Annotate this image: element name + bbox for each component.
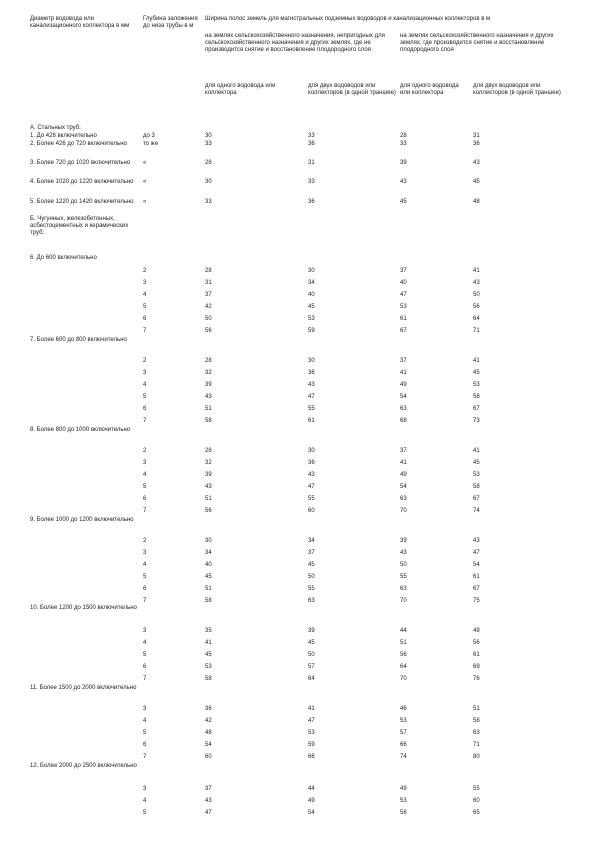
header-agri-land: на землях сельскохозяйственного назначения, непригодных для сельскохозяйственного назначения и других землях, где не производится снятие и восстановление плодородного слоя [205,33,385,53]
row-value: 61 [473,574,480,580]
row-depth: 7 [143,508,147,514]
row-value: 28 [205,448,212,454]
row-value: 39 [205,472,212,478]
row-value: 51 [205,586,212,592]
row-value: 54 [473,562,480,568]
row-value: 36 [308,199,315,205]
row-value: 30 [205,179,212,185]
row-depth: то же [143,141,159,147]
header-two-collectors-2: для двух водоводов или коллекторов (в одной траншее) [473,83,561,96]
row-value: 56 [400,652,407,658]
row-label: 12. Более 2000 до 2500 включительно [30,763,137,769]
row-depth: 3 [143,550,147,556]
row-value: 67 [473,496,480,502]
row-label: А. Стальных труб: [30,125,81,131]
row-value: 40 [400,280,407,286]
row-value: 58 [473,718,480,724]
row-depth: 2 [143,358,147,364]
row-value: 43 [205,394,212,400]
row-value: 37 [308,550,315,556]
row-value: 51 [473,706,480,712]
row-value: 68 [400,418,407,424]
row-value: 40 [205,562,212,568]
row-value: 43 [473,160,480,166]
row-value: 43 [205,484,212,490]
row-label: 9. Более 1000 до 1200 включительно [30,517,134,523]
row-value: 50 [308,652,315,658]
row-label: 5. Более 1220 до 1420 включительно [30,199,134,205]
row-depth: 5 [143,730,147,736]
row-depth: 7 [143,754,147,760]
row-value: 36 [205,706,212,712]
row-value: 74 [473,508,480,514]
row-depth: 3 [143,786,147,792]
row-value: 66 [400,742,407,748]
row-value: 65 [473,810,480,816]
row-value: 63 [400,406,407,412]
row-value: 54 [308,810,315,816]
row-value: 58 [473,484,480,490]
header-two-collectors-1: для двух водоводов или коллекторов (в одной траншее) [308,83,396,96]
row-value: 55 [308,496,315,502]
row-value: 56 [205,508,212,514]
row-value: 28 [205,160,212,166]
row-value: 64 [400,664,407,670]
row-value: 54 [400,394,407,400]
header-depth: Глубина заложения до низа трубы в м [143,16,198,29]
row-depth: 4 [143,562,147,568]
row-value: 37 [400,268,407,274]
row-value: 54 [400,484,407,490]
row-value: 34 [205,550,212,556]
row-value: 55 [473,786,480,792]
row-label: 2. Более 426 до 720 включительно [30,141,127,147]
row-value: 60 [473,798,480,804]
row-value: 30 [308,358,315,364]
row-value: 55 [308,586,315,592]
row-value: 45 [473,370,480,376]
row-value: 48 [205,730,212,736]
row-value: 47 [308,718,315,724]
row-value: 39 [400,538,407,544]
row-value: 55 [400,574,407,580]
row-depth: 7 [143,676,147,682]
row-value: 37 [400,358,407,364]
row-depth: 4 [143,472,147,478]
row-value: 44 [308,786,315,792]
row-value: 30 [205,133,212,139]
row-label: 7. Более 600 до 800 включительно [30,337,127,343]
row-value: 41 [400,370,407,376]
row-value: 49 [473,628,480,634]
header-one-collector-2: для одного водовода или коллектора [400,83,459,96]
row-value: 34 [308,280,315,286]
row-value: 55 [308,406,315,412]
row-value: 58 [473,394,480,400]
row-value: 56 [205,328,212,334]
row-value: 67 [400,328,407,334]
row-value: 58 [205,676,212,682]
row-label: 11. Более 1500 до 2000 включительно [30,685,137,691]
row-value: 51 [205,496,212,502]
row-value: 69 [473,664,480,670]
row-value: 70 [400,598,407,604]
row-value: 53 [308,316,315,322]
row-value: 43 [400,179,407,185]
row-value: 39 [400,160,407,166]
row-value: 41 [473,448,480,454]
row-value: 58 [205,598,212,604]
row-depth: 4 [143,640,147,646]
row-label: 8. Более 800 до 1000 включительно [30,427,131,433]
row-value: 39 [205,382,212,388]
row-value: 47 [308,484,315,490]
row-value: 64 [473,316,480,322]
row-value: 63 [308,598,315,604]
row-value: 70 [400,676,407,682]
row-depth: 2 [143,538,147,544]
row-value: 45 [400,199,407,205]
row-value: 40 [308,292,315,298]
row-depth: « [143,160,147,166]
row-value: 43 [473,280,480,286]
row-depth: 3 [143,628,147,634]
row-value: 56 [473,304,480,310]
row-value: 35 [205,628,212,634]
row-value: 45 [308,640,315,646]
row-depth: 6 [143,742,147,748]
row-value: 57 [308,664,315,670]
row-value: 32 [205,460,212,466]
row-value: 37 [205,786,212,792]
row-value: 41 [473,268,480,274]
row-value: 63 [400,496,407,502]
row-depth: 5 [143,810,147,816]
row-label: 6. До 600 включительно [30,255,97,261]
row-value: 53 [400,798,407,804]
row-value: 30 [205,538,212,544]
row-value: 59 [308,328,315,334]
row-depth: 3 [143,280,147,286]
row-depth: 6 [143,586,147,592]
row-depth: 4 [143,718,147,724]
row-value: 41 [308,706,315,712]
row-value: 76 [473,676,480,682]
row-value: 50 [473,292,480,298]
row-value: 50 [205,316,212,322]
row-value: 30 [308,268,315,274]
row-value: 49 [400,472,407,478]
row-label: 4. Более 1020 до 1220 включительно [30,179,134,185]
row-depth: до 3 [143,133,155,139]
row-value: 32 [205,370,212,376]
row-value: 43 [308,472,315,478]
row-value: 57 [400,730,407,736]
row-value: 47 [205,810,212,816]
row-value: 47 [308,394,315,400]
row-depth: 5 [143,304,147,310]
row-value: 41 [205,640,212,646]
row-value: 45 [205,652,212,658]
row-depth: 5 [143,652,147,658]
row-depth: 5 [143,394,147,400]
row-value: 53 [400,718,407,724]
row-value: 56 [473,640,480,646]
row-label: 10. Более 1200 до 1500 включительно [30,605,137,611]
row-value: 46 [400,706,407,712]
row-value: 61 [308,418,315,424]
row-value: 61 [473,652,480,658]
row-value: 47 [473,550,480,556]
row-value: 33 [205,199,212,205]
row-value: 48 [473,199,480,205]
header-one-collector-1: для одного водовода или коллектора [205,83,276,96]
row-value: 54 [205,742,212,748]
row-value: 31 [473,133,480,139]
row-value: 45 [473,179,480,185]
row-value: 33 [400,141,407,147]
row-label: Б. Чугунных, железобетонных, асбестоцементных и керамических труб: [30,216,129,236]
row-depth: 7 [143,328,147,334]
row-depth: 7 [143,598,147,604]
row-value: 47 [400,292,407,298]
row-label: 3. Более 720 до 1020 включительно [30,160,131,166]
row-value: 60 [205,754,212,760]
row-value: 43 [400,550,407,556]
row-depth: 3 [143,370,147,376]
row-value: 50 [400,562,407,568]
row-value: 42 [205,718,212,724]
row-label: 1. До 426 включительно [30,133,97,139]
row-value: 71 [473,742,480,748]
row-value: 43 [205,798,212,804]
row-value: 64 [308,676,315,682]
row-value: 37 [205,292,212,298]
row-value: 45 [308,562,315,568]
row-value: 74 [400,754,407,760]
row-depth: « [143,199,147,205]
header-width: Ширина полос земель для магистральных подземных водоводов и канализационных коллекторов в м [205,16,491,22]
row-depth: 4 [143,798,147,804]
row-value: 53 [473,472,480,478]
row-value: 49 [308,798,315,804]
row-value: 37 [400,448,407,454]
row-value: 45 [473,460,480,466]
row-depth: 6 [143,496,147,502]
row-value: 39 [308,628,315,634]
row-value: 58 [400,810,407,816]
row-value: 43 [308,382,315,388]
row-value: 45 [308,304,315,310]
row-value: 53 [400,304,407,310]
row-depth: 7 [143,418,147,424]
row-value: 28 [205,268,212,274]
row-value: 41 [400,460,407,466]
header-diameter: Диаметр водовода или канализационного коллектора в мм [30,16,130,29]
row-value: 51 [205,406,212,412]
row-depth: 3 [143,460,147,466]
row-value: 67 [473,406,480,412]
row-value: 59 [308,742,315,748]
row-value: 66 [308,754,315,760]
row-value: 51 [400,640,407,646]
row-depth: 5 [143,574,147,580]
row-value: 28 [400,133,407,139]
row-value: 75 [473,598,480,604]
row-value: 44 [400,628,407,634]
row-value: 53 [473,382,480,388]
row-value: 67 [473,586,480,592]
row-value: 61 [400,316,407,322]
row-value: 34 [308,538,315,544]
row-value: 31 [205,280,212,286]
row-depth: 6 [143,406,147,412]
row-depth: 3 [143,706,147,712]
row-value: 63 [473,730,480,736]
row-value: 33 [308,133,315,139]
row-value: 45 [205,574,212,580]
row-value: 33 [205,141,212,147]
row-value: 58 [205,418,212,424]
row-depth: « [143,179,147,185]
row-value: 49 [400,786,407,792]
row-value: 30 [308,448,315,454]
row-value: 80 [473,754,480,760]
row-value: 73 [473,418,480,424]
row-value: 36 [308,370,315,376]
row-depth: 6 [143,316,147,322]
row-value: 43 [473,538,480,544]
row-depth: 2 [143,268,147,274]
row-value: 42 [205,304,212,310]
row-value: 60 [308,508,315,514]
row-value: 53 [205,664,212,670]
row-depth: 5 [143,484,147,490]
row-value: 33 [308,179,315,185]
row-value: 63 [400,586,407,592]
row-value: 71 [473,328,480,334]
row-value: 70 [400,508,407,514]
row-depth: 6 [143,664,147,670]
header-other-land: на землях сельскохозяйственного назначения и других землях, где производится снятие и восстановление плодородного слоя [400,33,554,53]
row-value: 36 [308,460,315,466]
row-value: 49 [400,382,407,388]
row-value: 41 [473,358,480,364]
row-depth: 2 [143,448,147,454]
row-value: 31 [308,160,315,166]
row-value: 50 [308,574,315,580]
row-depth: 4 [143,292,147,298]
row-value: 36 [473,141,480,147]
row-depth: 4 [143,382,147,388]
row-value: 53 [308,730,315,736]
row-value: 36 [308,141,315,147]
row-value: 28 [205,358,212,364]
